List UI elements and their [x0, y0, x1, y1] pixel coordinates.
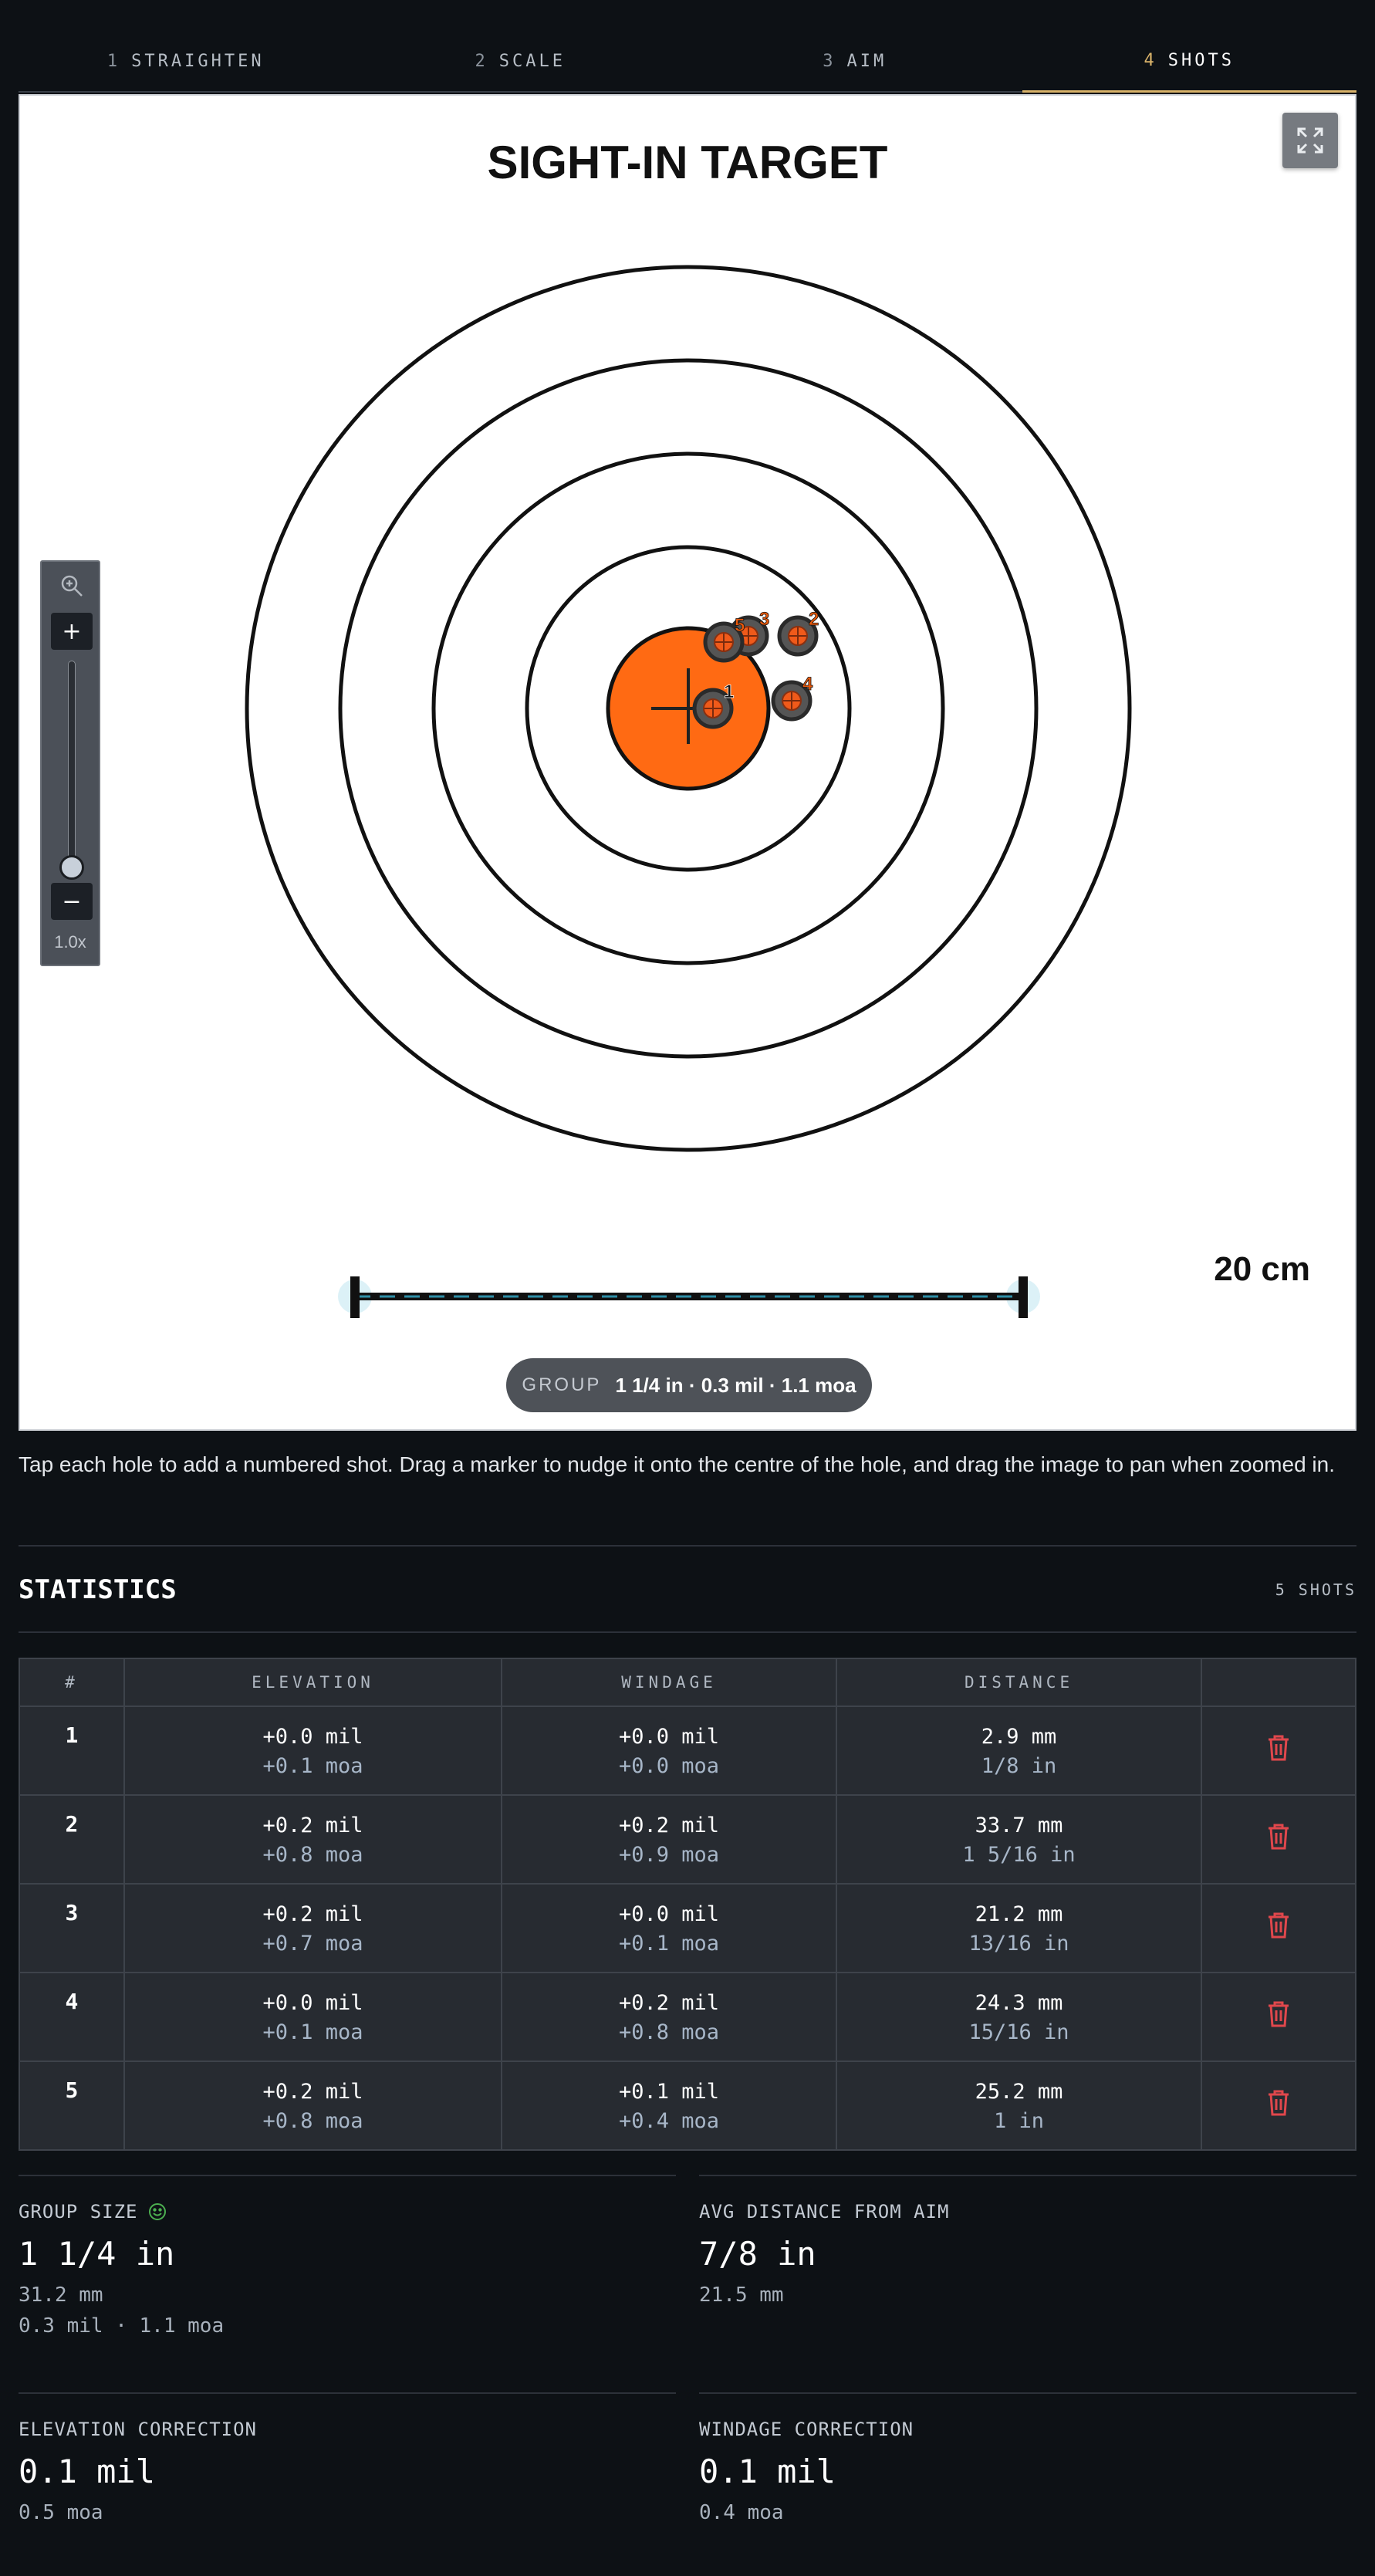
- column-header-actions: [1201, 1658, 1356, 1706]
- delete-cell: [1201, 1706, 1356, 1795]
- shots-count: 5 SHOTS: [1275, 1580, 1356, 1599]
- windage-cell: [502, 1795, 836, 1884]
- delete-cell: [1201, 1884, 1356, 1973]
- scale-bar: [338, 1276, 1040, 1318]
- trash-icon: [1267, 2000, 1290, 2028]
- shot-number: [19, 1973, 124, 2061]
- group-badge-value: 1 1/4 in · 0.3 mil · 1.1 moa: [615, 1373, 856, 1397]
- tab-label: AIM: [846, 51, 887, 71]
- shots-table: [19, 1658, 1356, 2151]
- windage-moa: +0.1 moa: [619, 1932, 720, 1956]
- elevation-mil: +0.2 mil: [262, 2080, 363, 2104]
- tab-number: 2: [475, 51, 488, 71]
- windage-moa: +0.9 moa: [619, 1843, 720, 1867]
- shot-number-value: 4: [65, 1989, 79, 2014]
- shot-number: [19, 2061, 124, 2150]
- shot-marker-label: 1: [724, 681, 735, 702]
- windage-cell: [502, 1884, 836, 1973]
- scale-end-right: [1019, 1276, 1028, 1318]
- delete-cell: [1201, 2061, 1356, 2150]
- column-header-elevation: ELEVATION: [124, 1658, 502, 1706]
- shot-number-value: 3: [65, 1900, 79, 1925]
- column-header-windage: WINDAGE: [502, 1658, 836, 1706]
- shot-marker[interactable]: [705, 615, 745, 661]
- elevation-correction-value: 0.1 mil: [19, 2453, 156, 2490]
- tab-scale[interactable]: [353, 31, 688, 91]
- smiley-icon: [147, 2202, 167, 2222]
- tab-number: 1: [106, 51, 121, 71]
- zoom-level-label: 1.0x: [54, 932, 86, 952]
- trash-icon: [1267, 1912, 1290, 1939]
- divider: [19, 1545, 1356, 1547]
- zoom-slider-track[interactable]: [68, 661, 76, 877]
- zoom-in-button[interactable]: +: [51, 613, 93, 650]
- delete-cell: [1201, 1973, 1356, 2061]
- divider: [19, 1631, 1356, 1633]
- windage-cell: [502, 2061, 836, 2150]
- windage-mil: +0.2 mil: [619, 1991, 720, 2015]
- group-size-value: 1 1/4 in: [19, 2235, 175, 2273]
- windage-mil: +0.0 mil: [619, 1902, 720, 1926]
- elevation-mil: +0.0 mil: [262, 1991, 363, 2015]
- windage-cell: [502, 1706, 836, 1795]
- elevation-cell: [124, 1795, 502, 1884]
- windage-cell: [502, 1973, 836, 2061]
- delete-shot-button[interactable]: [1267, 1823, 1290, 1856]
- distance-in: 1 5/16 in: [962, 1843, 1076, 1867]
- tab-number: 4: [1144, 51, 1157, 70]
- shot-marker[interactable]: [773, 674, 813, 719]
- distance-mm: 24.3 mm: [975, 1991, 1063, 2015]
- distance-in: 1/8 in: [981, 1754, 1057, 1778]
- avg-distance-metric: 21.5 mm: [699, 2284, 784, 2307]
- tab-number: 3: [823, 51, 836, 71]
- zoom-icon: [59, 573, 85, 599]
- avg-distance-value: 7/8 in: [699, 2235, 816, 2273]
- distance-cell: [836, 1973, 1201, 2061]
- distance-in: 1 in: [994, 2109, 1045, 2133]
- table-header-row: [19, 1658, 1356, 1706]
- delete-shot-button[interactable]: [1267, 2089, 1290, 2122]
- elevation-mil: +0.0 mil: [262, 1725, 363, 1749]
- shot-number-value: 2: [65, 1811, 79, 1837]
- table-row: [19, 1973, 1356, 2061]
- shot-number-value: 5: [65, 2077, 79, 2103]
- elevation-mil: +0.2 mil: [262, 1814, 363, 1837]
- windage-mil: +0.0 mil: [619, 1725, 720, 1749]
- windage-correction-value: 0.1 mil: [699, 2453, 836, 2490]
- table-row: [19, 1706, 1356, 1795]
- group-size-badge: [506, 1358, 872, 1412]
- trash-icon: [1267, 1823, 1290, 1851]
- distance-in: 13/16 in: [968, 1932, 1069, 1956]
- column-header-distance: DISTANCE: [836, 1658, 1201, 1706]
- windage-moa: +0.4 moa: [619, 2109, 720, 2133]
- elevation-mil: +0.2 mil: [262, 1902, 363, 1926]
- elevation-correction-stat: [19, 2392, 676, 2524]
- shot-marker-label: 3: [759, 609, 770, 630]
- distance-mm: 21.2 mm: [975, 1902, 1063, 1926]
- windage-moa: +0.0 moa: [619, 1754, 720, 1778]
- group-badge-label: GROUP: [522, 1374, 602, 1395]
- distance-cell: [836, 2061, 1201, 2150]
- avg-distance-label: AVG DISTANCE FROM AIM: [699, 2201, 950, 2223]
- distance-mm: 2.9 mm: [981, 1725, 1057, 1749]
- table-row: [19, 1884, 1356, 1973]
- distance-in: 15/16 in: [968, 2020, 1069, 2044]
- scale-end-left: [350, 1276, 360, 1318]
- delete-shot-button[interactable]: [1267, 1912, 1290, 1945]
- windage-correction-label: WINDAGE CORRECTION: [699, 2419, 914, 2440]
- group-size-metric: 31.2 mm: [19, 2284, 103, 2307]
- shot-number-value: 1: [65, 1722, 79, 1748]
- shot-number: [19, 1884, 124, 1973]
- shot-marker-label: 5: [735, 615, 745, 636]
- instructions-text: Tap each hole to add a numbered shot. Drag a marker to nudge it onto the centre of the hole, and drag the image to pan when zoomed in.: [19, 1452, 1336, 1476]
- elevation-cell: [124, 2061, 502, 2150]
- avg-distance-stat: [699, 2175, 1356, 2307]
- zoom-out-button[interactable]: −: [51, 883, 93, 920]
- trash-icon: [1267, 2089, 1290, 2117]
- scale-length-label: 20 cm: [1214, 1250, 1310, 1288]
- group-size-label: GROUP SIZE: [19, 2201, 138, 2223]
- tab-label: SHOTS: [1167, 51, 1235, 70]
- table-row: [19, 1795, 1356, 1884]
- tab-aim[interactable]: [688, 31, 1022, 91]
- delete-cell: [1201, 1795, 1356, 1884]
- shot-number: [19, 1795, 124, 1884]
- elevation-moa: +0.8 moa: [262, 2109, 363, 2133]
- shot-marker[interactable]: [779, 609, 819, 654]
- distance-cell: [836, 1884, 1201, 1973]
- elevation-correction-label: ELEVATION CORRECTION: [19, 2419, 257, 2440]
- tab-shots[interactable]: [1022, 31, 1357, 93]
- target-title: SIGHT-IN TARGET: [487, 137, 888, 188]
- windage-moa: +0.8 moa: [619, 2020, 720, 2044]
- shot-marker-label: 2: [809, 609, 819, 630]
- target-canvas[interactable]: [19, 94, 1356, 1431]
- elevation-cell: [124, 1973, 502, 2061]
- expand-icon: [1296, 127, 1324, 154]
- column-header-number: #: [19, 1658, 124, 1706]
- distance-cell: [836, 1706, 1201, 1795]
- tab-label: SCALE: [498, 51, 566, 71]
- group-size-stat: [19, 2175, 676, 2338]
- shot-marker-label: 4: [802, 674, 813, 695]
- distance-mm: 33.7 mm: [975, 1814, 1063, 1837]
- zoom-slider-thumb[interactable]: [59, 855, 84, 880]
- distance-cell: [836, 1795, 1201, 1884]
- elevation-moa: +0.1 moa: [262, 2020, 363, 2044]
- step-tabs: [19, 31, 1356, 93]
- statistics-heading: STATISTICS: [19, 1574, 177, 1605]
- elevation-moa: +0.1 moa: [262, 1754, 363, 1778]
- table-row: [19, 2061, 1356, 2150]
- group-size-angular: 0.3 mil · 1.1 moa: [19, 2314, 225, 2338]
- windage-mil: +0.1 mil: [619, 2080, 720, 2104]
- elevation-cell: [124, 1706, 502, 1795]
- fullscreen-button[interactable]: [1282, 113, 1338, 168]
- delete-shot-button[interactable]: [1267, 2000, 1290, 2033]
- elevation-cell: [124, 1884, 502, 1973]
- windage-mil: +0.2 mil: [619, 1814, 720, 1837]
- zoom-control: [40, 560, 100, 966]
- distance-mm: 25.2 mm: [975, 2080, 1063, 2104]
- target-image[interactable]: [20, 96, 1355, 1429]
- trash-icon: [1267, 1734, 1290, 1762]
- delete-shot-button[interactable]: [1267, 1734, 1290, 1767]
- elevation-moa: +0.8 moa: [262, 1843, 363, 1867]
- elevation-correction-moa: 0.5 moa: [19, 2501, 103, 2524]
- shot-number: [19, 1706, 124, 1795]
- windage-correction-stat: [699, 2392, 1356, 2524]
- tab-straighten[interactable]: [19, 31, 353, 91]
- windage-correction-moa: 0.4 moa: [699, 2501, 784, 2524]
- tab-label: STRAIGHTEN: [131, 51, 265, 71]
- elevation-moa: +0.7 moa: [262, 1932, 363, 1956]
